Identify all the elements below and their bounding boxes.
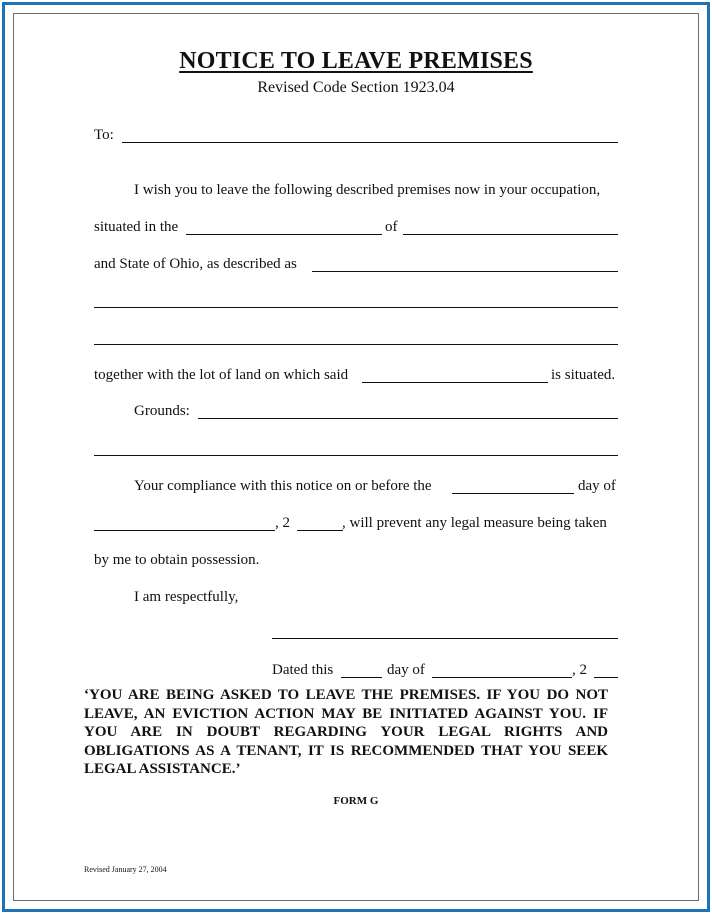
dated-label: Dated this: [272, 662, 334, 678]
dated-year-field-line[interactable]: [594, 677, 618, 678]
situated-label: situated in the: [94, 219, 179, 235]
page-subtitle: Revised Code Section 1923.04: [257, 79, 455, 96]
to-label: To:: [94, 127, 114, 143]
signature-field-line[interactable]: [272, 638, 618, 639]
grounds-label: Grounds:: [134, 403, 190, 419]
footer-revised-date: Revised January 27, 2004: [84, 865, 167, 874]
premises-field-line[interactable]: [362, 382, 548, 383]
of-label: of: [385, 219, 398, 235]
description-field-line-3[interactable]: [94, 344, 618, 345]
state-ohio-label: and State of Ohio, as described as: [94, 256, 297, 272]
grounds-field-line-2[interactable]: [94, 455, 618, 456]
dated-comma-two-label: , 2: [572, 662, 587, 678]
dated-day-of-label: day of: [387, 662, 425, 678]
page-title: NOTICE TO LEAVE PREMISES: [179, 48, 533, 74]
compliance-day-field-line[interactable]: [452, 493, 574, 494]
to-field-line[interactable]: [122, 142, 618, 143]
possession-label: by me to obtain possession.: [94, 552, 260, 568]
dated-month-field-line[interactable]: [432, 677, 572, 678]
compliance-label: Your compliance with this notice on or before the: [134, 478, 432, 494]
respectfully-label: I am respectfully,: [134, 589, 239, 605]
description-field-line-1[interactable]: [312, 271, 618, 272]
together-label: together with the lot of land on which said: [94, 367, 349, 383]
description-field-line-2[interactable]: [94, 307, 618, 308]
is-situated-label: is situated.: [551, 367, 616, 383]
compliance-year-field-line[interactable]: [297, 530, 343, 531]
form-label: FORM G: [333, 795, 379, 807]
comma-two-label: , 2: [275, 515, 290, 531]
of-field-line[interactable]: [403, 234, 618, 235]
compliance-month-field-line[interactable]: [94, 530, 275, 531]
para-leave-premises: I wish you to leave the following described premises now in your occupation,: [134, 182, 601, 198]
eviction-warning: ‘YOU ARE BEING ASKED TO LEAVE THE PREMISES. IF YOU DO NOT LEAVE, AN EVICTION ACTION MAY BE INITIATED AGAINST YOU. IF YOU ARE IN DOUBT REGARDING YOUR LEGAL RIGHTS AND OBLIGATIONS AS A TENANT, IT IS RECOMMENDED THAT YOU SEEK LEGAL ASSISTANCE.’: [84, 687, 608, 777]
dated-day-field-line[interactable]: [341, 677, 382, 678]
day-of-label: day of: [578, 478, 616, 494]
situated-field-line[interactable]: [186, 234, 382, 235]
grounds-field-line-1[interactable]: [198, 418, 618, 419]
prevent-legal-label: , will prevent any legal measure being taken: [342, 515, 607, 531]
